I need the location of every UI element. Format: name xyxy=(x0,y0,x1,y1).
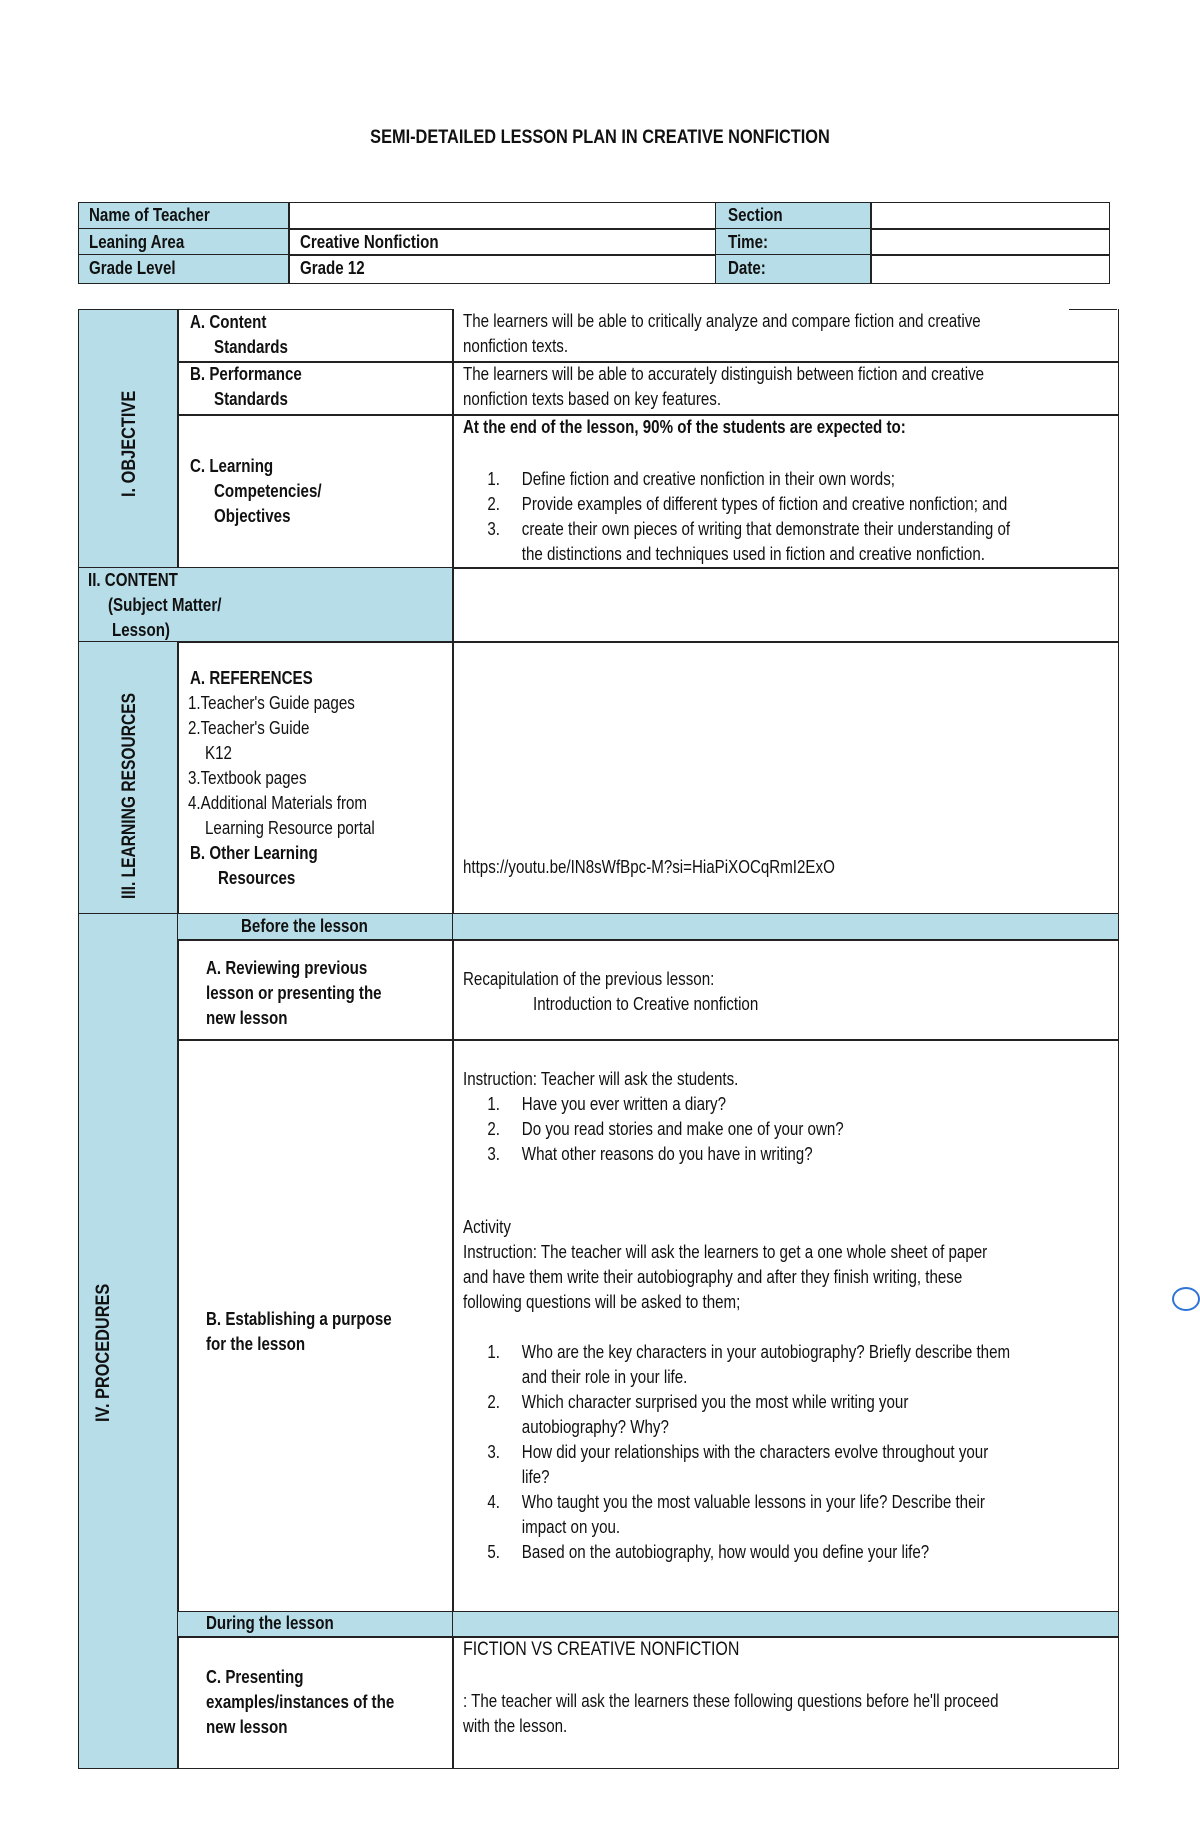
during-lesson-label: During the lesson xyxy=(206,1613,334,1633)
establishing-label-2: for the lesson xyxy=(206,1334,306,1354)
activity-instruction-2: and have them write their autobiography and after they finish writing, these xyxy=(463,1267,963,1287)
learning-area-value: Creative Nonfiction xyxy=(300,232,439,252)
grade-level-cell xyxy=(288,254,717,284)
section-value xyxy=(870,202,1110,230)
name-of-teacher-label: Name of Teacher xyxy=(89,205,210,225)
during-lesson-band xyxy=(452,1611,1119,1638)
list-number: 1. xyxy=(487,1094,500,1114)
performance-standards-text-cell xyxy=(452,361,1119,416)
competencies-label-3: Objectives xyxy=(214,506,291,526)
references-heading: A. REFERENCES xyxy=(190,668,313,688)
during-lesson-cell xyxy=(177,1611,454,1638)
reviewing-label-3: new lesson xyxy=(206,1008,288,1028)
activity-questions-list xyxy=(463,1340,1010,1565)
content-standards-label-cell xyxy=(177,309,454,363)
establishing-label: B. Establishing a purpose xyxy=(206,1309,392,1329)
list-item xyxy=(463,467,1010,492)
list-item xyxy=(463,1142,844,1167)
table-border-fragment xyxy=(1069,309,1117,310)
reviewing-text: Recapitulation of the previous lesson: xyxy=(463,969,715,989)
list-number: 2. xyxy=(487,494,500,514)
establishing-instruction: Instruction: Teacher will ask the students. xyxy=(463,1069,739,1089)
list-text: impact on you. xyxy=(521,1517,621,1537)
header-label-cell xyxy=(715,254,872,284)
presenting-label-cell xyxy=(177,1636,454,1769)
list-number: 5. xyxy=(487,1542,500,1562)
references-cell xyxy=(177,641,454,915)
list-item xyxy=(463,1465,1010,1490)
list-text: Define fiction and creative nonfiction in their own words; xyxy=(521,469,895,489)
list-number: 3. xyxy=(487,1442,500,1462)
performance-standards-label-2: Standards xyxy=(214,389,288,409)
objectives-list xyxy=(463,467,1010,567)
date-label: Date: xyxy=(728,258,766,278)
list-item xyxy=(463,1440,1010,1465)
list-text: Have you ever written a diary? xyxy=(521,1094,727,1114)
presenting-text-2: with the lesson. xyxy=(463,1716,568,1736)
content-section-cell xyxy=(78,567,454,643)
presenting-text: : The teacher will ask the learners these following questions before he'll proceed xyxy=(463,1691,999,1711)
establishing-label-cell xyxy=(177,1039,454,1613)
list-text: the distinctions and techniques used in fiction and creative nonfiction. xyxy=(521,544,985,564)
resources-section-cell xyxy=(78,641,179,915)
content-standards-label-2: Standards xyxy=(214,337,288,357)
list-number: 3. xyxy=(487,1144,500,1164)
reference-item: 3.Textbook pages xyxy=(188,768,307,788)
section-label: Section xyxy=(728,205,783,225)
list-text: Provide examples of different types of fiction and creative nonfiction; and xyxy=(521,494,1008,514)
content-standards-text-cell xyxy=(452,309,1119,363)
content-standards-label: A. Content xyxy=(190,312,267,332)
competencies-intro: At the end of the lesson, 90% of the students are expected to: xyxy=(463,417,906,437)
page-title: SEMI-DETAILED LESSON PLAN IN CREATIVE NONFICTION xyxy=(370,127,830,148)
content-label-2: (Subject Matter/ xyxy=(108,595,222,615)
date-value xyxy=(870,254,1110,284)
performance-standards-label: B. Performance xyxy=(190,364,302,384)
content-standards-text: The learners will be able to critically analyze and compare fiction and creative xyxy=(463,311,981,331)
establishing-text-cell xyxy=(452,1039,1119,1613)
before-lesson-label: Before the lesson xyxy=(241,916,368,936)
list-number: 2. xyxy=(487,1392,500,1412)
presenting-heading: FICTION VS CREATIVE NONFICTION xyxy=(463,1639,740,1660)
activity-heading: Activity xyxy=(463,1217,511,1237)
before-lesson-cell xyxy=(177,913,454,941)
grade-level-value: Grade 12 xyxy=(300,258,365,278)
objective-section-cell xyxy=(78,309,179,569)
list-item xyxy=(463,1415,1010,1440)
name-of-teacher-value xyxy=(288,202,717,230)
header-label-cell xyxy=(78,254,290,284)
learning-area-cell xyxy=(288,228,717,256)
reference-item: 1.Teacher's Guide pages xyxy=(188,693,355,713)
header-label-cell xyxy=(78,202,290,230)
list-text: What other reasons do you have in writing? xyxy=(521,1144,813,1164)
list-item xyxy=(463,1390,1010,1415)
list-item xyxy=(463,1092,844,1117)
list-text: Who taught you the most valuable lessons in your life? Describe their xyxy=(521,1492,985,1512)
header-label-cell xyxy=(715,202,872,230)
header-label-cell xyxy=(78,228,290,256)
list-item xyxy=(463,1365,1010,1390)
reference-item: 2.Teacher's Guide xyxy=(188,718,310,738)
list-number: 4. xyxy=(487,1492,500,1512)
time-value xyxy=(870,228,1110,256)
procedures-section-label: IV. PROCEDURES xyxy=(93,1283,114,1422)
list-text: life? xyxy=(521,1467,550,1487)
presenting-text-cell xyxy=(452,1636,1119,1769)
content-value-cell xyxy=(452,567,1119,643)
warmup-questions-list xyxy=(463,1092,844,1167)
reviewing-label: A. Reviewing previous xyxy=(206,958,368,978)
presenting-label: C. Presenting xyxy=(206,1667,304,1687)
list-item xyxy=(463,1117,844,1142)
list-text: How did your relationships with the characters evolve throughout your xyxy=(521,1442,989,1462)
reference-item: K12 xyxy=(205,743,232,763)
presenting-label-3: new lesson xyxy=(206,1717,288,1737)
reviewing-text-cell xyxy=(452,939,1119,1041)
list-text: create their own pieces of writing that demonstrate their understanding of xyxy=(521,519,1011,539)
list-number: 3. xyxy=(487,519,500,539)
header-label-cell xyxy=(715,228,872,256)
list-text: and their role in your life. xyxy=(521,1367,688,1387)
presenting-label-2: examples/instances of the xyxy=(206,1692,395,1712)
learning-area-label: Leaning Area xyxy=(89,232,185,252)
comment-marker-icon[interactable] xyxy=(1172,1287,1200,1311)
performance-standards-text: The learners will be able to accurately distinguish between fiction and creative xyxy=(463,364,985,384)
list-item xyxy=(463,1540,1010,1565)
resources-section-label: III. LEARNING RESOURCES xyxy=(119,692,140,899)
activity-instruction: Instruction: The teacher will ask the learners to get a one whole sheet of paper xyxy=(463,1242,988,1262)
performance-standards-label-cell xyxy=(177,361,454,416)
performance-standards-text-2: nonfiction texts based on key features. xyxy=(463,389,722,409)
reviewing-label-2: lesson or presenting the xyxy=(206,983,382,1003)
competencies-text-cell xyxy=(452,414,1119,569)
content-label-3: Lesson) xyxy=(112,620,170,640)
reviewing-label-cell xyxy=(177,939,454,1041)
activity-instruction-3: following questions will be asked to them; xyxy=(463,1292,741,1312)
list-item xyxy=(463,1340,1010,1365)
competencies-label-cell xyxy=(177,414,454,569)
reference-item: 4.Additional Materials from xyxy=(188,793,367,813)
list-text: Who are the key characters in your autobiography? Briefly describe them xyxy=(521,1342,1011,1362)
list-item xyxy=(463,517,1010,542)
content-standards-text-2: nonfiction texts. xyxy=(463,336,569,356)
list-number: 1. xyxy=(487,469,500,489)
competencies-label-2: Competencies/ xyxy=(214,481,322,501)
other-resources-label-2: Resources xyxy=(218,868,296,888)
list-text: Based on the autobiography, how would you define your life? xyxy=(521,1542,930,1562)
list-item xyxy=(463,1515,1010,1540)
grade-level-label: Grade Level xyxy=(89,258,176,278)
other-resources-label: B. Other Learning xyxy=(190,843,318,863)
resource-link[interactable]: https://youtu.be/IN8sWfBpc-M?si=HiaPiXOCqRmI2ExO xyxy=(463,857,835,877)
reference-item: Learning Resource portal xyxy=(205,818,375,838)
list-item xyxy=(463,492,1010,517)
reviewing-text-2: Introduction to Creative nonfiction xyxy=(533,994,759,1014)
list-item xyxy=(463,1490,1010,1515)
list-item xyxy=(463,542,1010,567)
list-text: autobiography? Why? xyxy=(521,1417,669,1437)
objective-section-label: I. OBJECTIVE xyxy=(119,390,140,497)
before-lesson-band xyxy=(452,913,1119,941)
time-label: Time: xyxy=(728,232,769,252)
list-number: 1. xyxy=(487,1342,500,1362)
content-label: II. CONTENT xyxy=(88,570,178,590)
list-number: 2. xyxy=(487,1119,500,1139)
list-text: Which character surprised you the most while writing your xyxy=(521,1392,909,1412)
competencies-label: C. Learning xyxy=(190,456,274,476)
list-text: Do you read stories and make one of your own? xyxy=(521,1119,844,1139)
procedures-section-cell xyxy=(78,913,179,1769)
resources-value-cell xyxy=(452,641,1119,915)
